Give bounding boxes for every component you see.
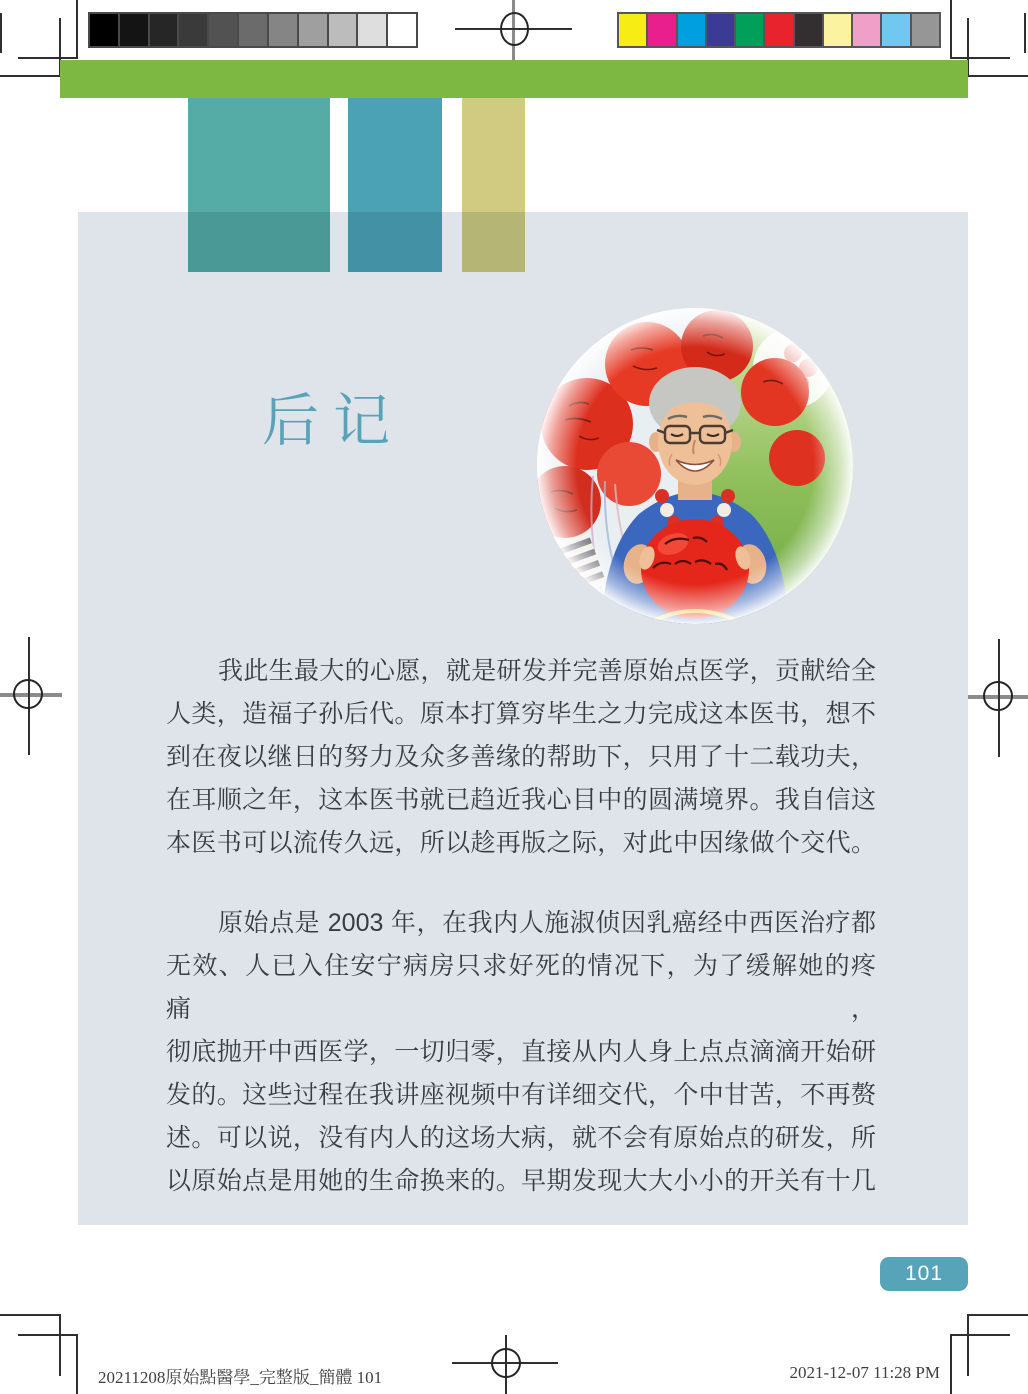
grayscale-swatch — [358, 14, 388, 46]
crop-mark — [950, 1334, 952, 1394]
decor-block-teal — [188, 98, 330, 272]
crop-mark — [969, 75, 1028, 77]
crop-mark — [950, 0, 952, 59]
author-photo — [535, 306, 855, 626]
grayscale-swatch — [239, 14, 269, 46]
page-title: 后记 — [262, 389, 404, 453]
text-line: 以原始点是用她的生命换来的。早期发现大大小小的开关有十几 — [166, 1167, 876, 1195]
decor-block-olive — [462, 98, 525, 272]
text-line: 人类，造福子孙后代。原本打算穷毕生之力完成这本医书，想不 — [166, 700, 876, 728]
color-swatch — [648, 14, 677, 46]
footer-filename: 20211208原始點醫學_完整版_簡體 101 — [98, 1368, 383, 1387]
text-line: 在耳顺之年，这本医书就已趋近我心目中的圆满境界。我自信这 — [166, 786, 876, 814]
color-swatch — [736, 14, 765, 46]
grayscale-swatch — [90, 14, 120, 46]
color-swatch — [765, 14, 794, 46]
body-text — [166, 650, 876, 1203]
registration-mark-left — [13, 679, 43, 709]
crop-mark — [0, 1314, 59, 1316]
crop-mark — [1024, 13, 1026, 53]
grayscale-calibration-bar — [88, 12, 418, 48]
crop-mark — [967, 1314, 969, 1376]
registration-mark-top — [500, 12, 529, 46]
text-line: 无效、人已入住安宁病房只求好死的情况下，为了缓解她的疼痛， — [166, 952, 876, 1023]
color-swatch — [619, 14, 648, 46]
color-swatch — [912, 14, 939, 46]
grayscale-swatch — [269, 14, 299, 46]
text-line: 述。可以说，没有内人的这场大病，就不会有原始点的研发，所 — [166, 1124, 876, 1152]
grayscale-swatch — [120, 14, 150, 46]
grayscale-swatch — [388, 14, 416, 46]
text-line: 发的。这些过程在我讲座视频中有详细交代，个中甘苦，不再赘 — [166, 1081, 876, 1109]
text-line: 我此生最大的心愿，就是研发并完善原始点医学，贡献给全 — [218, 657, 876, 685]
crop-mark — [0, 13, 2, 53]
color-swatch — [882, 14, 911, 46]
crop-mark — [969, 1314, 1028, 1316]
crop-mark — [76, 1334, 78, 1394]
color-swatch — [678, 14, 707, 46]
page-number-badge: 101 — [880, 1257, 968, 1291]
grayscale-swatch — [150, 14, 180, 46]
crop-mark — [951, 57, 1010, 59]
decor-block-blue — [348, 98, 442, 272]
grayscale-swatch — [209, 14, 239, 46]
paragraph — [166, 650, 876, 865]
text-line: 原始点是 2003 年，在我内人施淑侦因乳癌经中西医治疗都 — [218, 909, 876, 937]
registration-mark-right — [983, 681, 1013, 711]
color-swatch — [824, 14, 853, 46]
crop-mark — [0, 75, 59, 77]
color-swatch — [795, 14, 824, 46]
color-swatch — [853, 14, 882, 46]
footer-datetime: 2021-12-07 11:28 PM — [789, 1363, 940, 1382]
text-line: 本医书可以流传久远，所以趁再版之际，对此中因缘做个交代。 — [166, 829, 876, 857]
crop-mark — [18, 57, 77, 59]
crop-mark — [76, 0, 78, 59]
registration-mark-bottom — [491, 1348, 521, 1378]
header-green-bar — [60, 60, 968, 98]
crop-mark — [951, 1334, 1010, 1336]
text-line: 到在夜以继日的努力及众多善缘的帮助下，只用了十二载功夫， — [166, 743, 876, 771]
text-line: 彻底抛开中西医学，一切归零，直接从内人身上点点滴滴开始研 — [166, 1038, 876, 1066]
crop-mark — [59, 1314, 61, 1376]
paragraph — [166, 902, 876, 1203]
grayscale-swatch — [329, 14, 359, 46]
color-swatch — [707, 14, 736, 46]
crop-mark — [18, 1334, 77, 1336]
color-calibration-bar — [617, 12, 941, 48]
grayscale-swatch — [299, 14, 329, 46]
grayscale-swatch — [179, 14, 209, 46]
